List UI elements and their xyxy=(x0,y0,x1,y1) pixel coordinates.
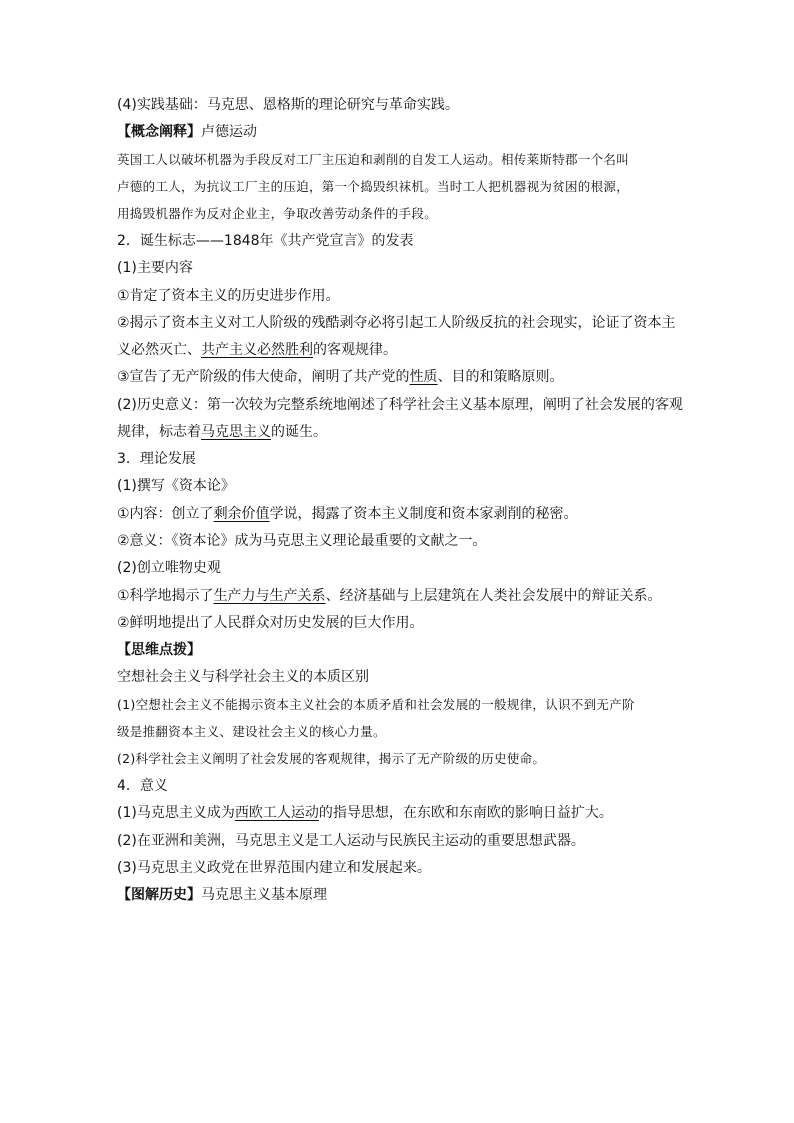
diagram-heading xyxy=(117,886,327,904)
underlined-term: 马克思主义 xyxy=(201,424,271,440)
section4-heading: 4．意义 xyxy=(117,778,168,794)
concept-heading xyxy=(117,123,257,141)
section3-sub1: (1)撰写《资本论》 xyxy=(117,478,235,494)
thinking-tag xyxy=(117,641,201,659)
thinking-line1: (1)空想社会主义不能揭示资本主义社会的本质矛盾和社会发展的一般规律，认识不到无产阶 xyxy=(117,697,635,712)
text: ③宣告了无产阶级的伟大使命，阐明了共产党的 xyxy=(117,369,410,385)
concept-text-line3: 用捣毁机器作为反对企业主，争取改善劳动条件的手段。 xyxy=(117,206,438,221)
thinking-line3: (2)科学社会主义阐明了社会发展的客观规律，揭示了无产阶级的历史使命。 xyxy=(117,751,546,766)
diagram-tag: 【图解历史】 xyxy=(117,887,201,903)
concept-text-line1: 英国工人以破坏机器为手段反对工厂主压迫和剥削的自发工人运动。相传莱斯特郡一个名叫 xyxy=(117,152,630,167)
section4-line3: (3)马克思主义政党在世界范围内建立和发展起来。 xyxy=(117,860,431,876)
text: 、经济基础与上层建筑在人类社会发展中的辩证关系。 xyxy=(325,588,662,604)
section2-point2-line2 xyxy=(117,341,397,359)
underlined-term: 生产力与生产关系 xyxy=(213,588,326,604)
text: 规律，标志着 xyxy=(117,424,201,440)
section4-line1 xyxy=(117,804,613,822)
text: 、目的和策略原则。 xyxy=(437,369,564,385)
thinking-title: 空想社会主义与科学社会主义的本质区别 xyxy=(117,669,369,685)
concept-tag: 【概念阐释】 xyxy=(117,124,201,140)
underlined-term: 性质 xyxy=(409,369,438,385)
text: 的指导思想，在东欧和东南欧的影响日益扩大。 xyxy=(318,805,613,821)
text: 的诞生。 xyxy=(271,424,327,440)
text: 的客观规律。 xyxy=(313,342,397,358)
concept-text-line2: 卢德的工人，为抗议工厂主的压迫，第一个捣毁织袜机。当时工人把机器视为贫困的根源， xyxy=(117,179,630,194)
tag-text: 【思维点拨】 xyxy=(117,642,201,658)
section2-sub1: (1)主要内容 xyxy=(117,260,193,276)
text: ①科学地揭示了 xyxy=(117,588,214,604)
text: 义必然灭亡、 xyxy=(117,342,201,358)
section4-line2: (2)在亚洲和美洲，马克思主义是工人运动与民族民主运动的重要思想武器。 xyxy=(117,833,585,849)
underlined-term: 剩余价值 xyxy=(213,506,270,522)
section3-point2: ②鲜明地提出了人民群众对历史发展的巨大作用。 xyxy=(117,615,424,631)
section3-heading: 3．理论发展 xyxy=(117,451,196,467)
section2-heading: 2．诞生标志——1848年《共产党宣言》的发表 xyxy=(117,233,414,249)
section3-content xyxy=(117,505,578,523)
section2-sub2-line1: (2)历史意义：第一次较为完整系统地阐述了科学社会主义基本原理，阐明了社会发展的客观 xyxy=(117,397,683,413)
section3-significance: ②意义：《资本论》成为马克思主义理论最重要的文献之一。 xyxy=(117,533,487,549)
section2-point3 xyxy=(117,368,564,386)
thinking-line2: 级是推翻资本主义、建设社会主义的核心力量。 xyxy=(117,724,386,739)
underlined-term: 共产主义必然胜利 xyxy=(201,342,313,358)
section1-item4: (4)实践基础：马克思、恩格斯的理论研究与革命实践。 xyxy=(117,97,459,113)
concept-title: 卢德运动 xyxy=(201,124,257,140)
text: ①内容：创立了 xyxy=(117,506,214,522)
text: (1)马克思主义成为 xyxy=(117,805,235,821)
section2-point1: ①肯定了资本主义的历史进步作用。 xyxy=(117,288,340,304)
section2-point2-line1: ②揭示了资本主义对工人阶级的残酷剥夺必将引起工人阶级反抗的社会现实，论证了资本主 xyxy=(117,315,676,331)
underlined-term: 西欧工人运动 xyxy=(234,805,319,821)
section3-sub2: (2)创立唯物史观 xyxy=(117,560,221,576)
diagram-title: 马克思主义基本原理 xyxy=(201,887,327,903)
text: 学说，揭露了资本主义制度和资本家剥削的秘密。 xyxy=(269,506,578,522)
section2-sub2-line2 xyxy=(117,423,327,441)
section3-point1 xyxy=(117,587,662,605)
